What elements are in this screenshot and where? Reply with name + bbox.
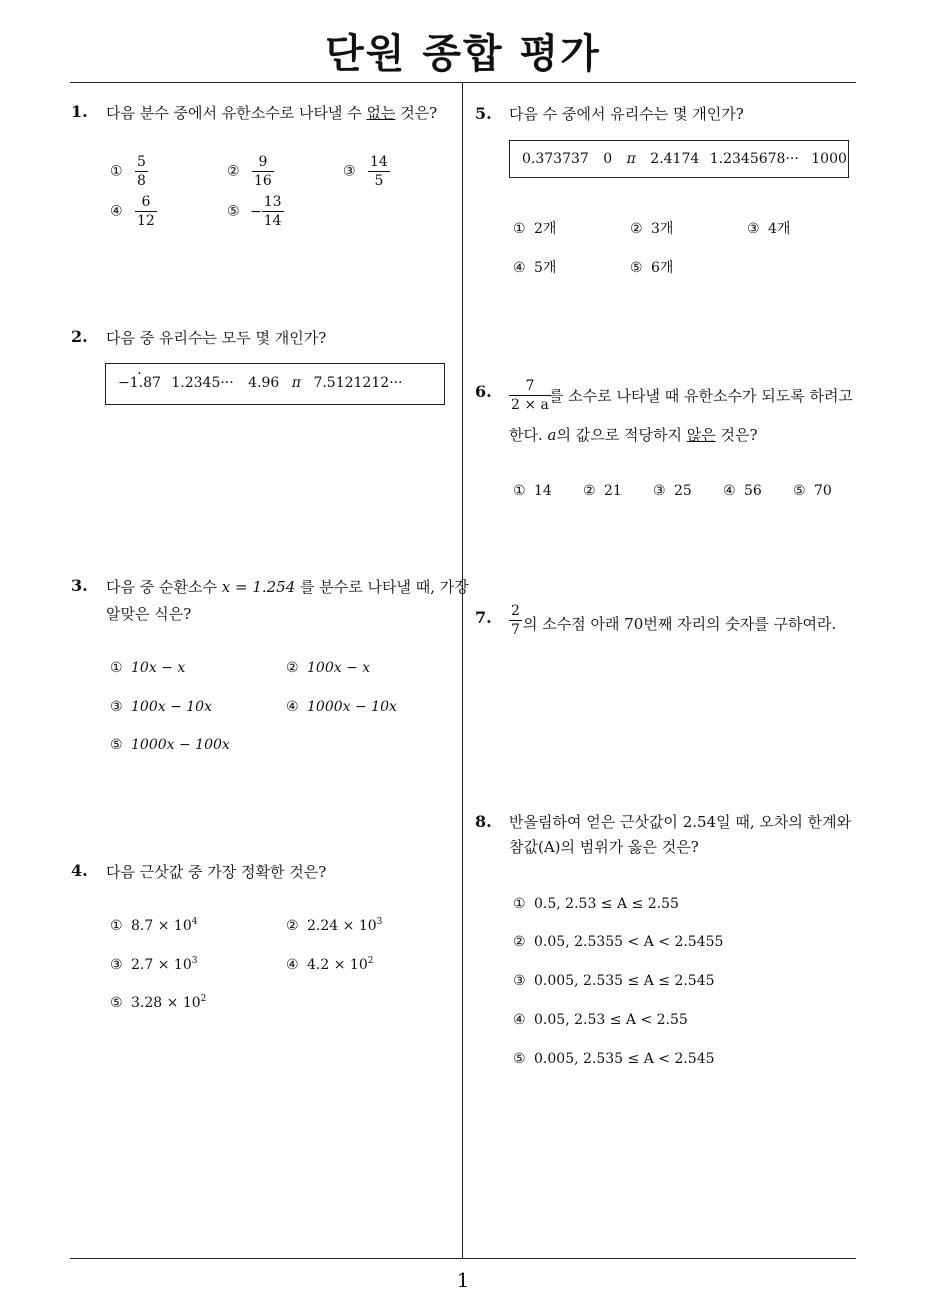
question-6-option-5[interactable]: ⑤ 70 [793, 483, 832, 499]
question-5-text: 다음 수 중에서 유리수는 몇 개인가? [509, 105, 744, 123]
question-5-option-3[interactable]: ③ 4개 [747, 221, 791, 237]
question-6-option-2[interactable]: ② 21 [583, 483, 622, 499]
question-5-option-4[interactable]: ④ 5개 [513, 260, 557, 276]
question-1-number: 1. [71, 102, 88, 121]
top-rule [70, 82, 856, 83]
question-3-option-1[interactable]: ① 10x − x [110, 660, 186, 676]
question-1-option-3[interactable]: ③ $\frac{14}{5}$ [343, 154, 388, 189]
page-number: 1 [456, 1268, 470, 1292]
question-6-fraction: $\frac{7}{2 \times a}$ [511, 378, 549, 413]
bottom-rule [70, 1258, 856, 1259]
question-4-option-1[interactable]: ① $8.7 \times 10^4$ [110, 917, 198, 934]
question-5-option-1[interactable]: ① 2개 [513, 221, 557, 237]
question-4-text: 다음 근삿값 중 가장 정확한 것은? [106, 863, 327, 881]
question-7-fraction: $\frac{2}{7}$ [511, 603, 520, 638]
question-5-number-box: 0.373737 0 π 2.4174 1.2345678··· 1000 [509, 140, 849, 178]
question-4-option-5[interactable]: ⑤ $3.28 \times 10^2$ [110, 994, 207, 1011]
repeating-decimal: x = 1.254 [221, 578, 296, 596]
question-7-text: 의 소수점 아래 70번째 자리의 숫자를 구하여라. [523, 615, 837, 633]
question-3-option-4[interactable]: ④ 1000x − 10x [286, 699, 397, 715]
question-2-text: 다음 중 유리수는 모두 몇 개인가? [106, 329, 327, 347]
question-4-option-3[interactable]: ③ $2.7 \times 10^3$ [110, 956, 198, 973]
underline-emphasis: 않은 [686, 426, 716, 444]
question-3-option-2[interactable]: ② 100x − x [286, 660, 371, 676]
question-3-option-5[interactable]: ⑤ 1000x − 100x [110, 737, 230, 753]
question-8-option-1[interactable]: ① 0.5, 2.53 ≤ A ≤ 2.55 [513, 896, 679, 912]
question-5-number: 5. [475, 104, 492, 123]
underline-emphasis: 없는 [366, 104, 396, 122]
question-4-option-4[interactable]: ④ $4.2 \times 10^2$ [286, 956, 374, 973]
question-4-number: 4. [71, 861, 88, 880]
question-7-number: 7. [475, 608, 492, 627]
question-1-option-1[interactable]: ① $\frac{5}{8}$ [110, 154, 146, 189]
question-8-line-1: 반올림하여 얻은 근삿값이 2.54일 때, 오차의 한계와 [509, 813, 852, 831]
question-2-number-box: · −1.87 1.2345··· 4.96 π 7.5121212··· [105, 363, 445, 405]
question-2-number: 2. [71, 327, 88, 346]
question-8-option-2[interactable]: ② 0.05, 2.5355 < A < 2.5455 [513, 934, 724, 950]
question-8-option-5[interactable]: ⑤ 0.005, 2.535 ≤ A < 2.545 [513, 1051, 715, 1067]
question-8-number: 8. [475, 812, 492, 831]
question-5-option-5[interactable]: ⑤ 6개 [630, 260, 674, 276]
question-3-option-3[interactable]: ③ 100x − 10x [110, 699, 212, 715]
column-divider [462, 83, 463, 1259]
question-1-option-4[interactable]: ④ $\frac{6}{12}$ [110, 194, 155, 229]
question-3-line-1: 다음 중 순환소수 x = 1.254 를 분수로 나타낼 때, 가장 [106, 578, 469, 596]
question-1-option-2[interactable]: ② $\frac{9}{16}$ [227, 154, 272, 189]
question-1-text: 다음 분수 중에서 유한소수로 나타낼 수 없는 것은? [106, 104, 438, 122]
question-8-option-4[interactable]: ④ 0.05, 2.53 ≤ A < 2.55 [513, 1012, 688, 1028]
question-6-option-3[interactable]: ③ 25 [653, 483, 692, 499]
question-3-line-2: 알맞은 식은? [106, 605, 192, 623]
question-6-line-1: 를 소수로 나타낼 때 유한소수가 되도록 하려고 [549, 387, 853, 405]
question-1-option-5[interactable]: ⑤ − $\frac{13}{14}$ [227, 194, 282, 229]
page-title: 단원 종합 평가 [325, 31, 601, 77]
question-5-option-2[interactable]: ② 3개 [630, 221, 674, 237]
question-8-option-3[interactable]: ③ 0.005, 2.535 ≤ A ≤ 2.545 [513, 973, 715, 989]
question-6-option-4[interactable]: ④ 56 [723, 483, 762, 499]
question-4-option-2[interactable]: ② $2.24 \times 10^3$ [286, 917, 383, 934]
question-6-option-1[interactable]: ① 14 [513, 483, 552, 499]
question-3-number: 3. [71, 576, 88, 595]
question-8-line-2: 참값(A)의 범위가 옳은 것은? [509, 838, 699, 856]
question-6-number: 6. [475, 382, 492, 401]
question-6-line-2: 한다. a의 값으로 적당하지 않은 것은? [509, 426, 758, 444]
